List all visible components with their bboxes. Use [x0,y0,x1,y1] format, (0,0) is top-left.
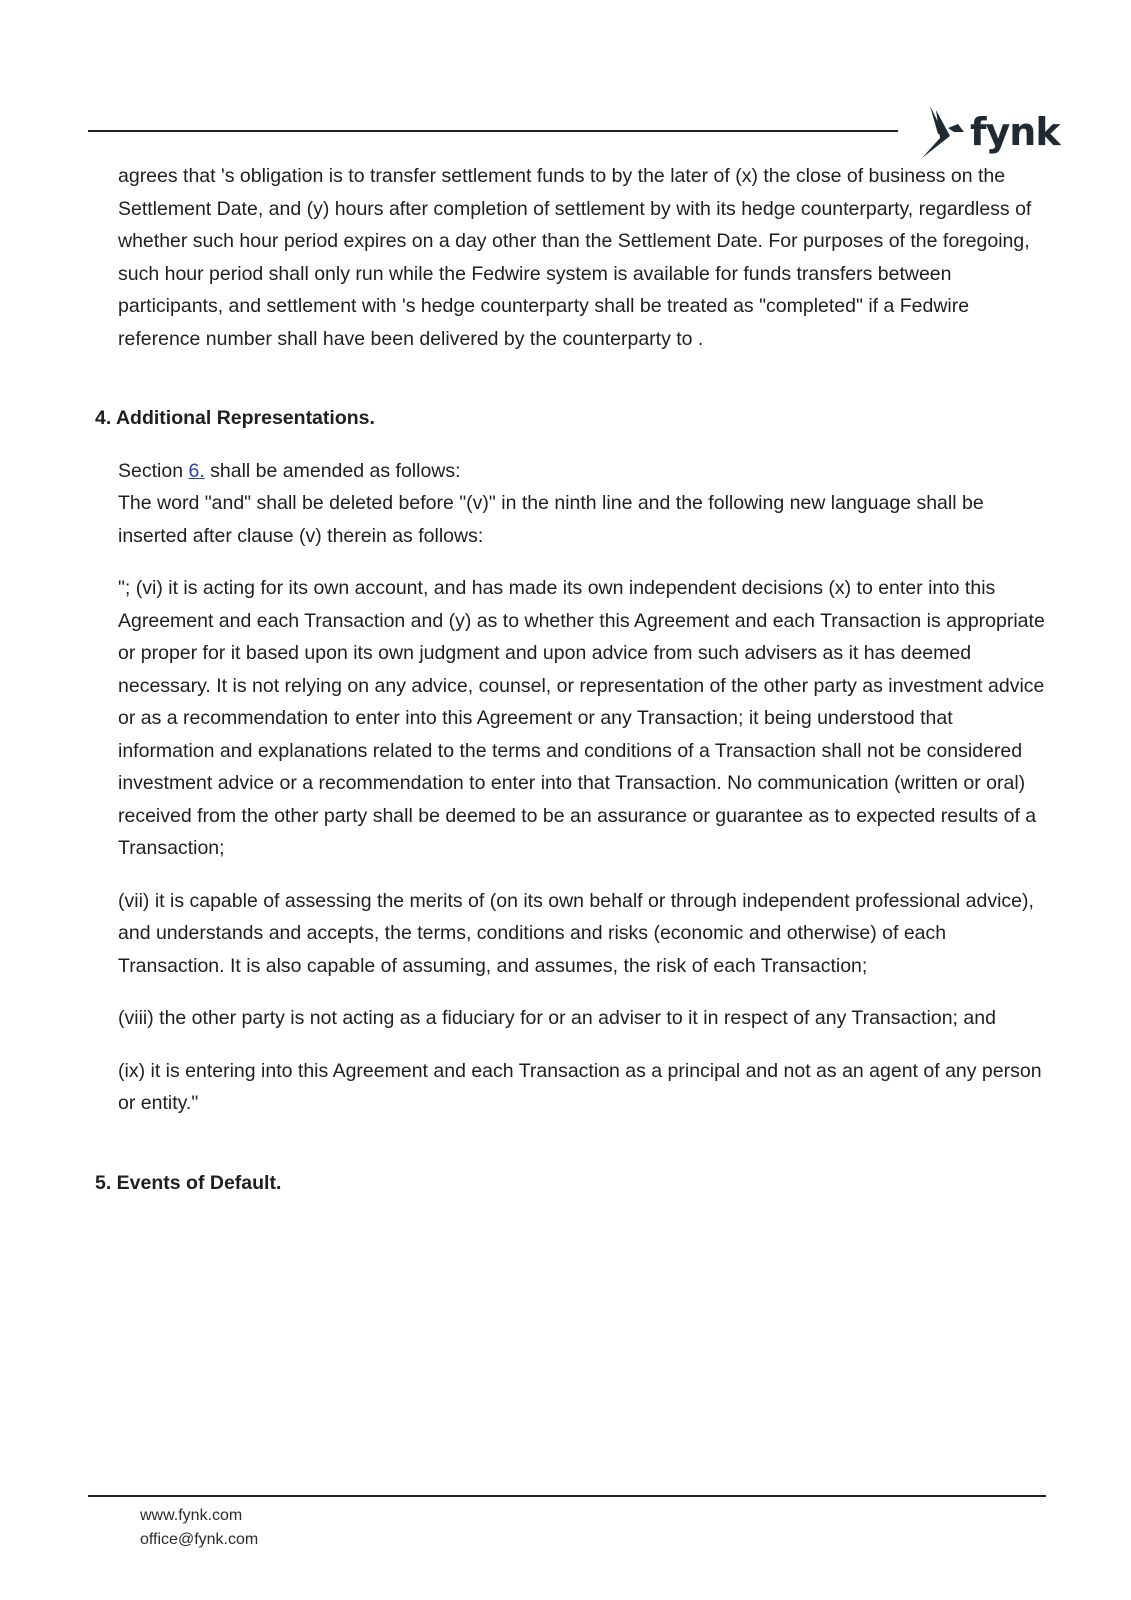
clause-viii: (viii) the other party is not acting as a fiduciary for or an adviser to it in respect of any Transaction; and [118,1007,996,1029]
clause-vi: "; (vi) it is acting for its own account, and has made its own independent decisions (x) to enter into this Agreement and each Transaction and (y) as to whether this Agreement and each Transaction is appropriate or proper for it based upon its own judgment and upon advice from such advisers as it has deemed necessary. It is not relying on any advice, counsel, or representation of the other party as investment advice or as a recommendation to enter into this Agreement or any Transaction; it being understood that information and explanations related to the terms and conditions of a Transaction shall not be considered investment advice or a recommendation to enter into that Transaction. No communication (written or oral) received from the other party shall be deemed to be an assurance or guarantee as to expected results of a Transaction; [118,577,1045,859]
header-divider [88,130,898,132]
footer [140,1504,258,1552]
amend-suffix: shall be amended as follows: [204,459,461,482]
section-4-heading: 4. Additional Representations. [95,407,375,429]
amendment-instruction [118,455,1053,553]
clause-vii: (vii) it is capable of assessing the merits of (on its own behalf or through independent professional advice), and understands and accepts, the terms, conditions and risks (economic and otherwise) of each Transaction. It is also capable of assuming, and assumes, the risk of each Transaction; [118,889,1034,977]
clause-ix: (ix) it is entering into this Agreement and each Transaction as a principal and not as an agent of any person or entity." [118,1059,1042,1114]
intro-paragraph: agrees that 's obligation is to transfer settlement funds to by the later of (x) the close of business on the Settlement Date, and (y) hours after completion of settlement by with its hedge counterparty, regardless of whether such hour period expires on a day other than the Settlement Date. For purposes of the foregoing, such hour period shall only run while the Fedwire system is available for funds transfers between participants, and settlement with 's hedge counterparty shall be treated as "completed" if a Fedwire reference number shall have been delivered by the counterparty to . [118,165,1032,350]
document-body [95,160,1053,1199]
logo-text: fynk [970,110,1060,154]
footer-website[interactable]: www.fynk.com [140,1507,243,1524]
footer-email[interactable]: office@fynk.com [140,1531,259,1548]
section-5-heading: 5. Events of Default. [95,1171,282,1194]
fynk-bird-icon [920,104,966,160]
section-6-link[interactable]: 6. [188,459,205,482]
footer-divider [88,1495,1046,1497]
fynk-logo [920,104,1060,160]
amend-prefix: Section [118,459,189,482]
amend-line-2: The word "and" shall be deleted before "(v)" in the ninth line and the following new language shall be inserted after clause (v) therein as follows: [118,492,984,547]
